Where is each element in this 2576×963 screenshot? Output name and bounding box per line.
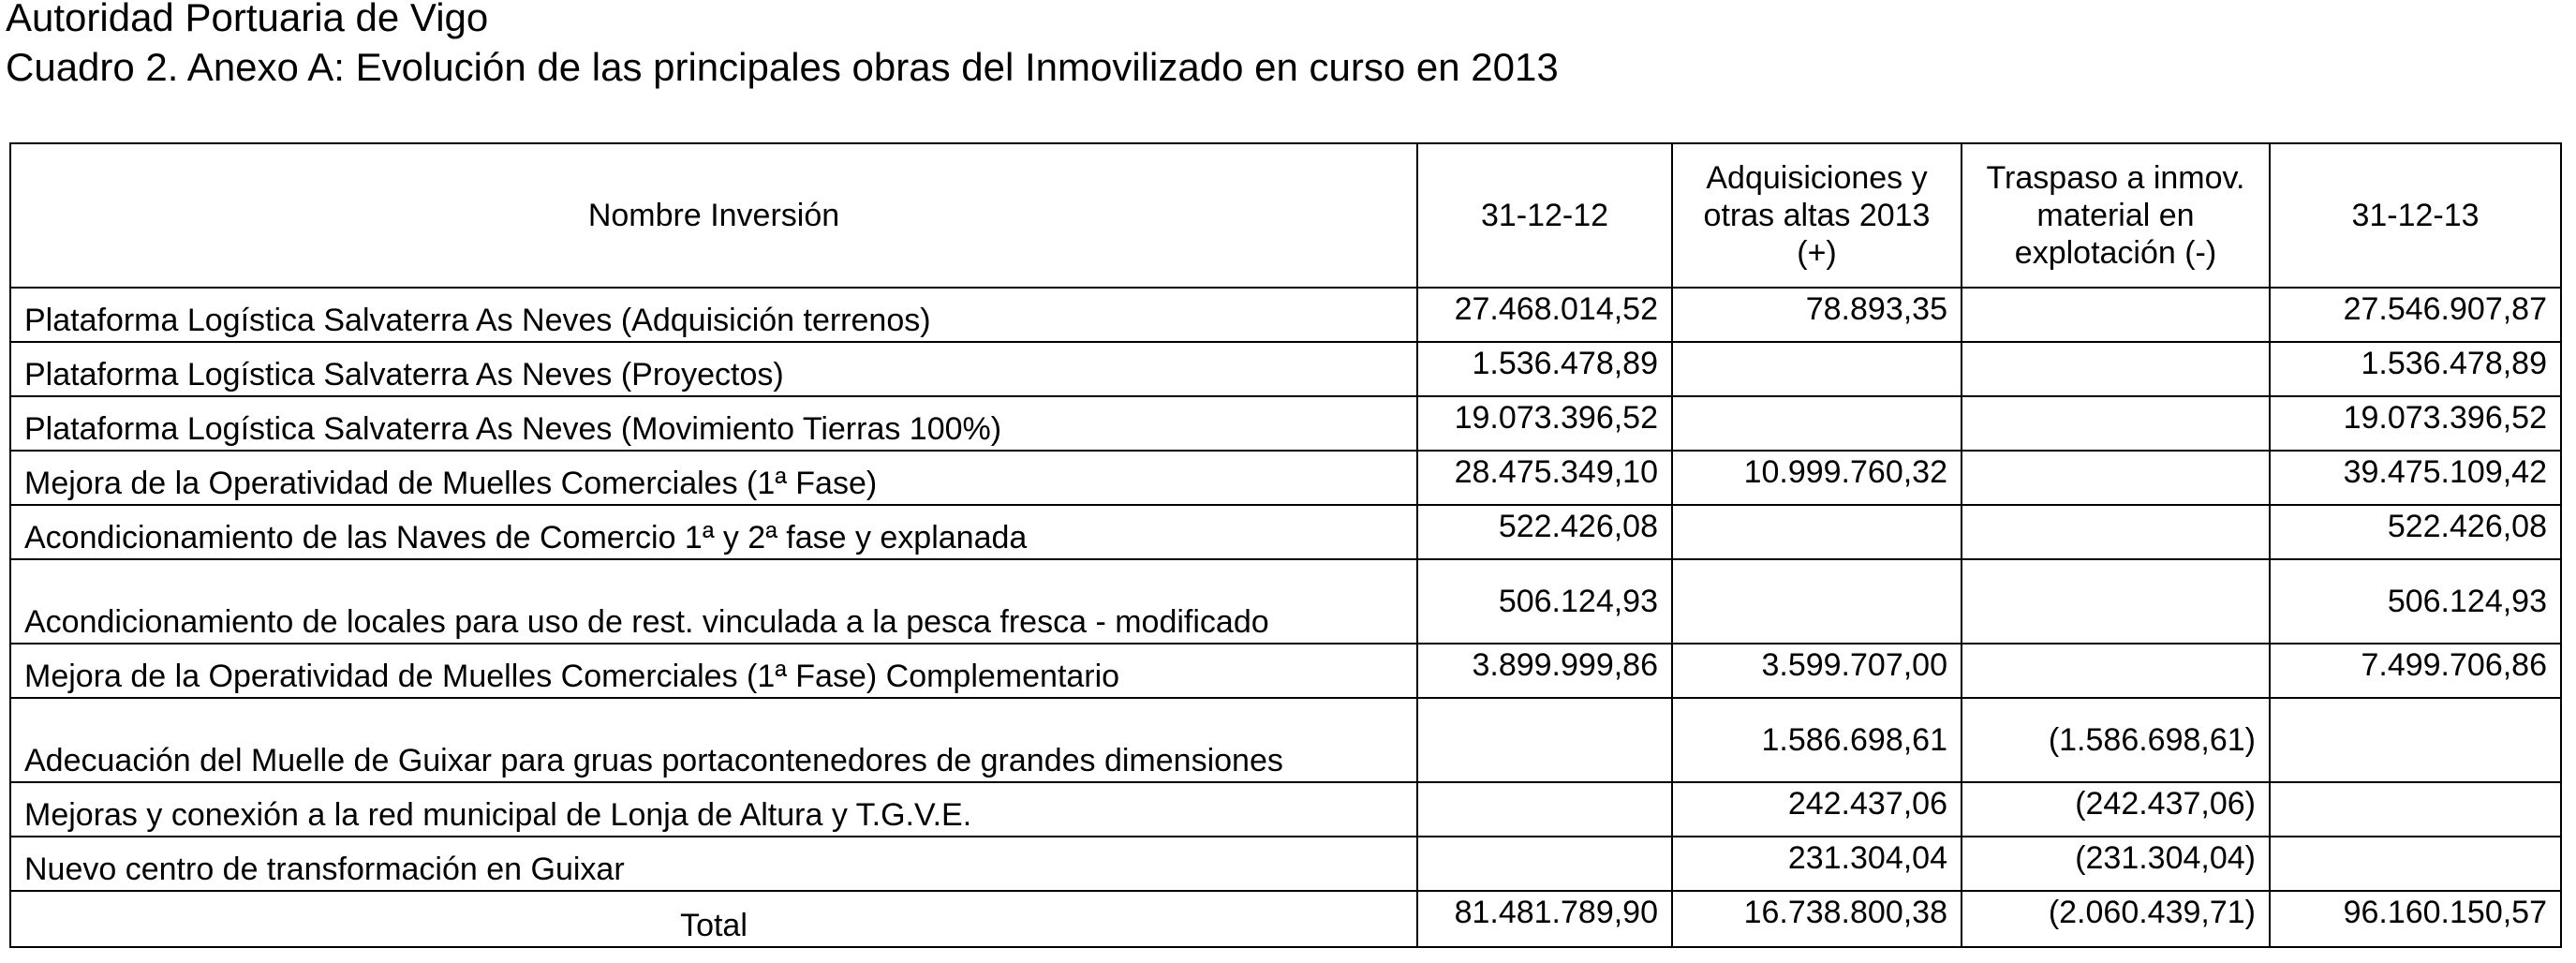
investment-table	[9, 142, 2562, 948]
cell-name: Plataforma Logística Salvaterra As Neves (Movimiento Tierras 100%)	[10, 396, 1417, 451]
total-transfers: (2.060.439,71)	[1962, 891, 2270, 947]
table-row	[10, 837, 2561, 891]
cell-additions: 231.304,04	[1672, 837, 1962, 891]
cell-transfers	[1962, 505, 2270, 559]
document-title: Cuadro 2. Anexo A: Evolución de las principales obras del Inmovilizado en curso en 2013	[6, 45, 1559, 89]
cell-transfers: (242.437,06)	[1962, 782, 2270, 837]
cell-opening: 1.536.478,89	[1417, 342, 1672, 396]
cell-closing: 1.536.478,89	[2270, 342, 2561, 396]
total-closing: 96.160.150,57	[2270, 891, 2561, 947]
cell-additions	[1672, 559, 1962, 644]
cell-opening: 522.426,08	[1417, 505, 1672, 559]
header-name: Nombre Inversión	[10, 143, 1417, 288]
cell-opening	[1417, 782, 1672, 837]
cell-name: Mejora de la Operatividad de Muelles Comerciales (1ª Fase)	[10, 451, 1417, 505]
cell-name: Mejoras y conexión a la red municipal de Lonja de Altura y T.G.V.E.	[10, 782, 1417, 837]
cell-additions	[1672, 342, 1962, 396]
cell-closing: 522.426,08	[2270, 505, 2561, 559]
cell-additions: 1.586.698,61	[1672, 698, 1962, 782]
table-row	[10, 342, 2561, 396]
table-row	[10, 559, 2561, 644]
cell-closing	[2270, 837, 2561, 891]
table-row	[10, 698, 2561, 782]
cell-name: Mejora de la Operatividad de Muelles Comerciales (1ª Fase) Complementario	[10, 644, 1417, 698]
cell-transfers	[1962, 288, 2270, 342]
table-row	[10, 288, 2561, 342]
table-header-row	[10, 143, 2561, 288]
cell-additions: 3.599.707,00	[1672, 644, 1962, 698]
table-row	[10, 505, 2561, 559]
cell-transfers	[1962, 396, 2270, 451]
cell-additions: 242.437,06	[1672, 782, 1962, 837]
cell-additions	[1672, 396, 1962, 451]
cell-transfers	[1962, 559, 2270, 644]
cell-opening: 3.899.999,86	[1417, 644, 1672, 698]
cell-opening	[1417, 698, 1672, 782]
cell-additions: 10.999.760,32	[1672, 451, 1962, 505]
cell-name: Adecuación del Muelle de Guixar para gruas portacontenedores de grandes dimensiones	[10, 698, 1417, 782]
cell-additions: 78.893,35	[1672, 288, 1962, 342]
total-opening: 81.481.789,90	[1417, 891, 1672, 947]
cell-opening: 506.124,93	[1417, 559, 1672, 644]
table-row	[10, 451, 2561, 505]
cell-closing: 19.073.396,52	[2270, 396, 2561, 451]
cell-closing: 39.475.109,42	[2270, 451, 2561, 505]
cell-name: Plataforma Logística Salvaterra As Neves (Proyectos)	[10, 342, 1417, 396]
table-row	[10, 782, 2561, 837]
total-additions: 16.738.800,38	[1672, 891, 1962, 947]
header-closing-balance: 31-12-13	[2270, 143, 2561, 288]
organization-name: Autoridad Portuaria de Vigo	[6, 0, 489, 39]
cell-additions	[1672, 505, 1962, 559]
cell-transfers: (231.304,04)	[1962, 837, 2270, 891]
cell-opening: 28.475.349,10	[1417, 451, 1672, 505]
cell-name: Acondicionamiento de las Naves de Comercio 1ª y 2ª fase y explanada	[10, 505, 1417, 559]
cell-transfers: (1.586.698,61)	[1962, 698, 2270, 782]
cell-closing: 7.499.706,86	[2270, 644, 2561, 698]
total-row	[10, 891, 2561, 947]
cell-opening	[1417, 837, 1672, 891]
cell-closing	[2270, 698, 2561, 782]
cell-closing: 27.546.907,87	[2270, 288, 2561, 342]
table-row	[10, 396, 2561, 451]
cell-transfers	[1962, 342, 2270, 396]
header-transfers: Traspaso a inmov. material en explotación (-)	[1962, 143, 2270, 288]
header-additions: Adquisiciones y otras altas 2013 (+)	[1672, 143, 1962, 288]
cell-name: Plataforma Logística Salvaterra As Neves (Adquisición terrenos)	[10, 288, 1417, 342]
cell-transfers	[1962, 644, 2270, 698]
header-opening-balance: 31-12-12	[1417, 143, 1672, 288]
cell-transfers	[1962, 451, 2270, 505]
cell-name: Acondicionamiento de locales para uso de rest. vinculada a la pesca fresca - modificado	[10, 559, 1417, 644]
table-row	[10, 644, 2561, 698]
cell-opening: 19.073.396,52	[1417, 396, 1672, 451]
cell-closing: 506.124,93	[2270, 559, 2561, 644]
cell-opening: 27.468.014,52	[1417, 288, 1672, 342]
total-label: Total	[10, 891, 1417, 947]
cell-closing	[2270, 782, 2561, 837]
cell-name: Nuevo centro de transformación en Guixar	[10, 837, 1417, 891]
